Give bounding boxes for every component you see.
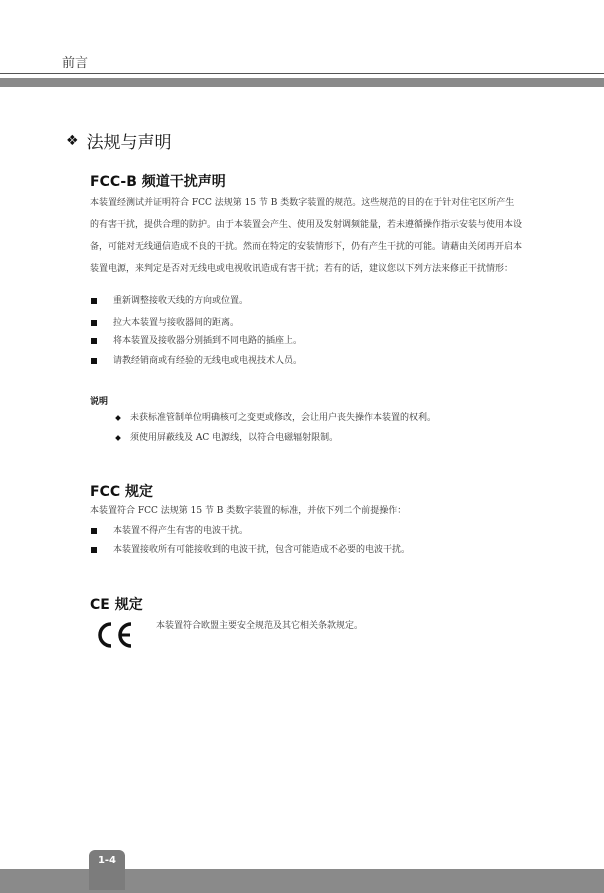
fccb-heading: FCC-B 频道干扰声明 bbox=[90, 174, 226, 190]
square-bullet-icon bbox=[91, 547, 97, 553]
ce-mark-icon bbox=[94, 620, 134, 650]
diamond-dot-icon bbox=[115, 435, 121, 441]
note-item bbox=[116, 411, 436, 425]
fccb-bullet bbox=[90, 354, 302, 368]
note-label: 说明 bbox=[90, 397, 109, 407]
fcc-paragraph: 本装置符合 FCC 法规第 15 节 B 类数字装置的标准，并依下列二个前提操作： bbox=[90, 506, 407, 516]
fccb-bullet bbox=[90, 294, 248, 308]
note-item-text: 未获标准管制单位明确核可之变更或修改，会让用户丧失操作本装置的权利。 bbox=[130, 413, 437, 423]
fccb-bullet bbox=[90, 316, 239, 330]
fccb-bullet bbox=[90, 334, 302, 348]
square-bullet-icon bbox=[91, 338, 97, 344]
page-number: 1-4 bbox=[97, 855, 117, 866]
fccb-bullet-text: 重新调整接收天线的方向或位置。 bbox=[113, 296, 249, 306]
ce-heading: CE 规定 bbox=[90, 597, 143, 613]
section-title bbox=[66, 128, 172, 153]
note-item-text: 须使用屏蔽线及 AC 电源线，以符合电磁辐射限制。 bbox=[130, 433, 339, 443]
diamond-dot-icon bbox=[115, 415, 121, 421]
fcc-heading: FCC 规定 bbox=[90, 484, 153, 500]
fccb-bullet-text: 拉大本装置与接收器间的距离。 bbox=[113, 318, 240, 328]
fcc-bullet-text: 本装置接收所有可能接收到的电波干扰，包含可能造成不必要的电波干扰。 bbox=[113, 545, 411, 555]
square-bullet-icon bbox=[91, 298, 97, 304]
fccb-paragraph: 本装置经测试并证明符合 FCC 法规第 15 节 B 类数字装置的规范。这些规范的目的在于针对住宅区所产生的有害干扰，提供合理的防护。由于本装置会产生、使用及发射调频能量，若未遵循操作指示安装与使用本设备，可能对无线通信造成不良的干扰。然而在特定的安装情形下，仍有产生干扰的可能。请藉由关闭再开启本装置电源，来判定是否对无线电或电视收讯造成有害干扰；若有的话，建议您以下列方法来修正干扰情形： bbox=[90, 198, 523, 274]
diamond-bullet-icon: ❖ bbox=[66, 132, 79, 149]
square-bullet-icon bbox=[91, 358, 97, 364]
fcc-bullet bbox=[90, 524, 248, 538]
fccb-bullet-text: 请教经销商或有经验的无线电或电视技术人员。 bbox=[113, 356, 303, 366]
fccb-bullet-text: 将本装置及接收器分别插到不同电路的插座上。 bbox=[113, 336, 303, 346]
header-bar bbox=[0, 78, 604, 87]
square-bullet-icon bbox=[91, 528, 97, 534]
section-title-text: 法规与声明 bbox=[86, 133, 172, 153]
header-title: 前言 bbox=[62, 56, 89, 71]
square-bullet-icon bbox=[91, 320, 97, 326]
ce-text: 本装置符合欧盟主要安全规范及其它相关条款规定。 bbox=[156, 621, 364, 631]
fcc-bullet-text: 本装置不得产生有害的电波干扰。 bbox=[113, 526, 249, 536]
fcc-bullet bbox=[90, 543, 410, 557]
header-divider bbox=[0, 73, 604, 74]
note-item bbox=[116, 431, 338, 445]
